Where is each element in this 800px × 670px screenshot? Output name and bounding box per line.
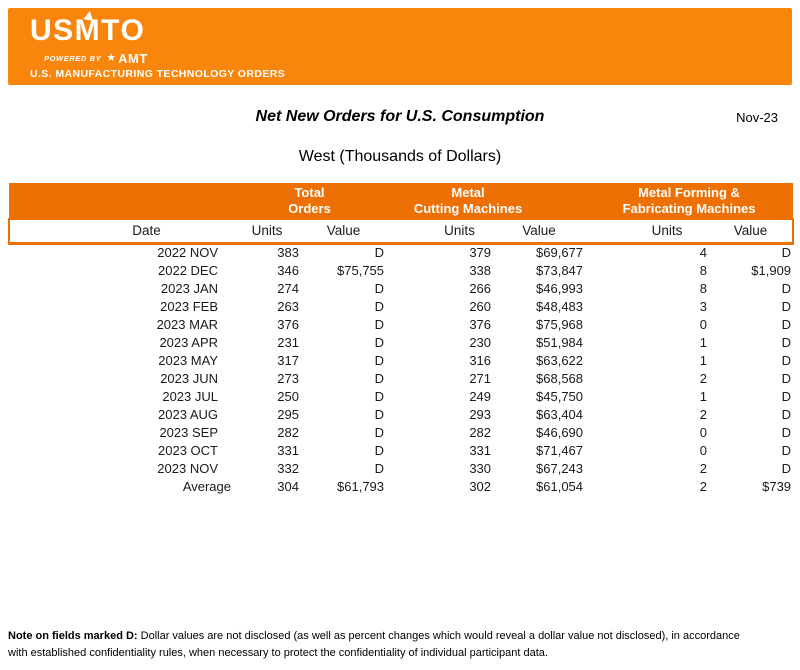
amt-label: AMT bbox=[118, 51, 148, 66]
value-cell: $48,483 bbox=[536, 298, 584, 314]
units-cell: 331 bbox=[469, 442, 492, 458]
column-header-row bbox=[9, 219, 793, 243]
table-row bbox=[9, 405, 793, 423]
value-cell: D bbox=[374, 460, 385, 476]
table-row bbox=[9, 351, 793, 369]
units-cell: 282 bbox=[469, 424, 492, 440]
units-cell: 4 bbox=[699, 245, 708, 261]
units-cell: 316 bbox=[469, 352, 492, 368]
units-cell: 332 bbox=[277, 460, 299, 476]
col-header-value: Value bbox=[493, 219, 585, 243]
units-cell: 1 bbox=[699, 352, 708, 368]
col-header-units: Units bbox=[386, 219, 493, 243]
units-cell: 0 bbox=[699, 442, 708, 458]
units-cell: 273 bbox=[277, 370, 299, 386]
value-cell: $46,690 bbox=[536, 424, 584, 440]
units-cell: 330 bbox=[469, 460, 492, 476]
value-cell: D bbox=[781, 370, 792, 386]
date-cell: 2023 MAY bbox=[158, 352, 218, 368]
value-cell: D bbox=[781, 406, 792, 422]
table-row bbox=[9, 369, 793, 387]
units-cell: 266 bbox=[469, 280, 492, 296]
units-cell: 331 bbox=[277, 442, 299, 458]
col-header-units: Units bbox=[585, 219, 709, 243]
table-row bbox=[9, 315, 793, 333]
banner-tagline: U.S. MANUFACTURING TECHNOLOGY ORDERS bbox=[30, 68, 286, 80]
value-cell: D bbox=[781, 298, 792, 314]
value-cell: D bbox=[374, 316, 385, 332]
units-cell: 2 bbox=[699, 478, 708, 494]
units-cell: 304 bbox=[277, 478, 299, 494]
units-cell: 338 bbox=[469, 262, 492, 278]
value-cell: $75,755 bbox=[337, 262, 385, 278]
units-cell: 2 bbox=[699, 460, 708, 476]
value-cell: D bbox=[781, 424, 792, 440]
footnote bbox=[8, 628, 752, 662]
report-title: Net New Orders for U.S. Consumption bbox=[255, 108, 545, 125]
units-cell: 383 bbox=[277, 245, 299, 261]
value-cell: $46,993 bbox=[536, 280, 584, 296]
value-cell: D bbox=[374, 370, 385, 386]
logo-arrow-icon bbox=[83, 10, 94, 21]
value-cell: D bbox=[781, 334, 792, 350]
value-cell: D bbox=[374, 245, 385, 261]
value-cell: D bbox=[374, 442, 385, 458]
group-label-line: Metal Forming & bbox=[638, 184, 740, 200]
average-row bbox=[9, 477, 793, 495]
value-cell: D bbox=[374, 388, 385, 404]
value-cell: D bbox=[781, 280, 792, 296]
group-label-line: Metal bbox=[451, 184, 485, 200]
units-cell: 376 bbox=[469, 316, 492, 332]
col-header-units: Units bbox=[233, 219, 301, 243]
value-cell: $61,793 bbox=[337, 478, 385, 494]
value-cell: D bbox=[374, 298, 385, 314]
date-cell: 2022 NOV bbox=[157, 245, 218, 261]
value-cell: D bbox=[781, 352, 792, 368]
units-cell: 2 bbox=[699, 370, 708, 386]
group-header-row bbox=[9, 183, 793, 219]
table-row bbox=[9, 243, 793, 261]
group-label-line: Cutting Machines bbox=[413, 200, 523, 216]
units-cell: 0 bbox=[699, 316, 708, 332]
table-row bbox=[9, 261, 793, 279]
date-cell: 2023 NOV bbox=[157, 460, 218, 476]
value-cell: $69,677 bbox=[536, 245, 584, 261]
table-body bbox=[9, 243, 793, 495]
units-cell: 293 bbox=[469, 406, 492, 422]
value-cell: D bbox=[374, 424, 385, 440]
units-cell: 263 bbox=[277, 298, 299, 314]
units-cell: 250 bbox=[277, 388, 299, 404]
units-cell: 230 bbox=[469, 334, 492, 350]
units-cell: 8 bbox=[699, 280, 708, 296]
value-cell: $1,909 bbox=[751, 262, 792, 278]
date-cell: 2023 APR bbox=[159, 334, 218, 350]
date-cell: 2022 DEC bbox=[158, 262, 218, 278]
units-cell: 231 bbox=[277, 334, 299, 350]
date-cell: 2023 OCT bbox=[158, 442, 218, 458]
date-cell: 2023 MAR bbox=[156, 316, 218, 332]
table-row bbox=[9, 387, 793, 405]
table-row bbox=[9, 333, 793, 351]
units-cell: 379 bbox=[469, 245, 492, 261]
units-cell: 0 bbox=[699, 424, 708, 440]
amt-logo bbox=[106, 51, 148, 66]
value-cell: D bbox=[374, 280, 385, 296]
col-header-value: Value bbox=[709, 219, 793, 243]
report-date: Nov-23 bbox=[736, 110, 778, 125]
units-cell: 1 bbox=[699, 334, 708, 350]
table-row bbox=[9, 279, 793, 297]
value-cell: $67,243 bbox=[536, 460, 584, 476]
date-cell: 2023 SEP bbox=[159, 424, 218, 440]
amt-star-icon: ★ bbox=[106, 52, 117, 64]
date-cell: 2023 AUG bbox=[158, 406, 218, 422]
value-cell: $63,622 bbox=[536, 352, 584, 368]
group-metal-cutting bbox=[386, 183, 585, 219]
value-cell: D bbox=[781, 442, 792, 458]
value-cell: D bbox=[781, 245, 792, 261]
group-metal-forming bbox=[585, 183, 793, 219]
units-cell: 376 bbox=[277, 316, 299, 332]
table-row bbox=[9, 423, 793, 441]
value-cell: $75,968 bbox=[536, 316, 584, 332]
group-label-line: Orders bbox=[288, 200, 331, 216]
value-cell: $739 bbox=[762, 478, 792, 494]
value-cell: $68,568 bbox=[536, 370, 584, 386]
value-cell: $51,984 bbox=[536, 334, 584, 350]
units-cell: 260 bbox=[469, 298, 492, 314]
footnote-text: Dollar values are not disclosed (as well as percent changes which would reveal a dollar value not disclosed), in accordance with established confidentiality rules, when necessary to protect the confidentiality of individual participant data. bbox=[8, 630, 740, 659]
table-row bbox=[9, 459, 793, 477]
orders-table bbox=[8, 183, 794, 495]
powered-by-label: POWERED BY bbox=[44, 54, 102, 63]
usmto-logo: USMTO bbox=[30, 14, 146, 47]
title-row bbox=[0, 108, 800, 126]
units-cell: 8 bbox=[699, 262, 708, 278]
units-cell: 3 bbox=[699, 298, 708, 314]
units-cell: 295 bbox=[277, 406, 299, 422]
report-subtitle: West (Thousands of Dollars) bbox=[298, 148, 502, 165]
value-cell: D bbox=[374, 352, 385, 368]
value-cell: D bbox=[374, 334, 385, 350]
units-cell: 1 bbox=[699, 388, 708, 404]
footnote-bold: Note on fields marked D: bbox=[8, 630, 138, 642]
date-cell: 2023 JUN bbox=[160, 370, 218, 386]
usmto-banner bbox=[8, 8, 792, 85]
units-cell: 274 bbox=[277, 280, 299, 296]
units-cell: 2 bbox=[699, 406, 708, 422]
units-cell: 346 bbox=[277, 262, 299, 278]
group-total-orders bbox=[233, 183, 386, 219]
date-cell: 2023 JUL bbox=[162, 388, 218, 404]
value-cell: D bbox=[374, 406, 385, 422]
col-header-value: Value bbox=[301, 219, 386, 243]
group-empty-cell bbox=[9, 183, 233, 219]
col-header-date: Date bbox=[9, 219, 233, 243]
table-row bbox=[9, 441, 793, 459]
date-cell: 2023 FEB bbox=[160, 298, 218, 314]
date-cell: Average bbox=[182, 478, 231, 494]
value-cell: D bbox=[781, 460, 792, 476]
units-cell: 302 bbox=[469, 478, 492, 494]
value-cell: D bbox=[781, 388, 792, 404]
group-label-line: Fabricating Machines bbox=[622, 200, 756, 216]
date-cell: 2023 JAN bbox=[160, 280, 218, 296]
value-cell: $45,750 bbox=[536, 388, 584, 404]
powered-by-block bbox=[44, 51, 148, 66]
units-cell: 271 bbox=[469, 370, 492, 386]
units-cell: 249 bbox=[469, 388, 492, 404]
value-cell: $63,404 bbox=[536, 406, 584, 422]
units-cell: 282 bbox=[277, 424, 299, 440]
value-cell: D bbox=[781, 316, 792, 332]
group-label-line: Total bbox=[294, 184, 325, 200]
value-cell: $71,467 bbox=[536, 442, 584, 458]
value-cell: $61,054 bbox=[536, 478, 584, 494]
units-cell: 317 bbox=[277, 352, 299, 368]
table-row bbox=[9, 297, 793, 315]
value-cell: $73,847 bbox=[536, 262, 584, 278]
